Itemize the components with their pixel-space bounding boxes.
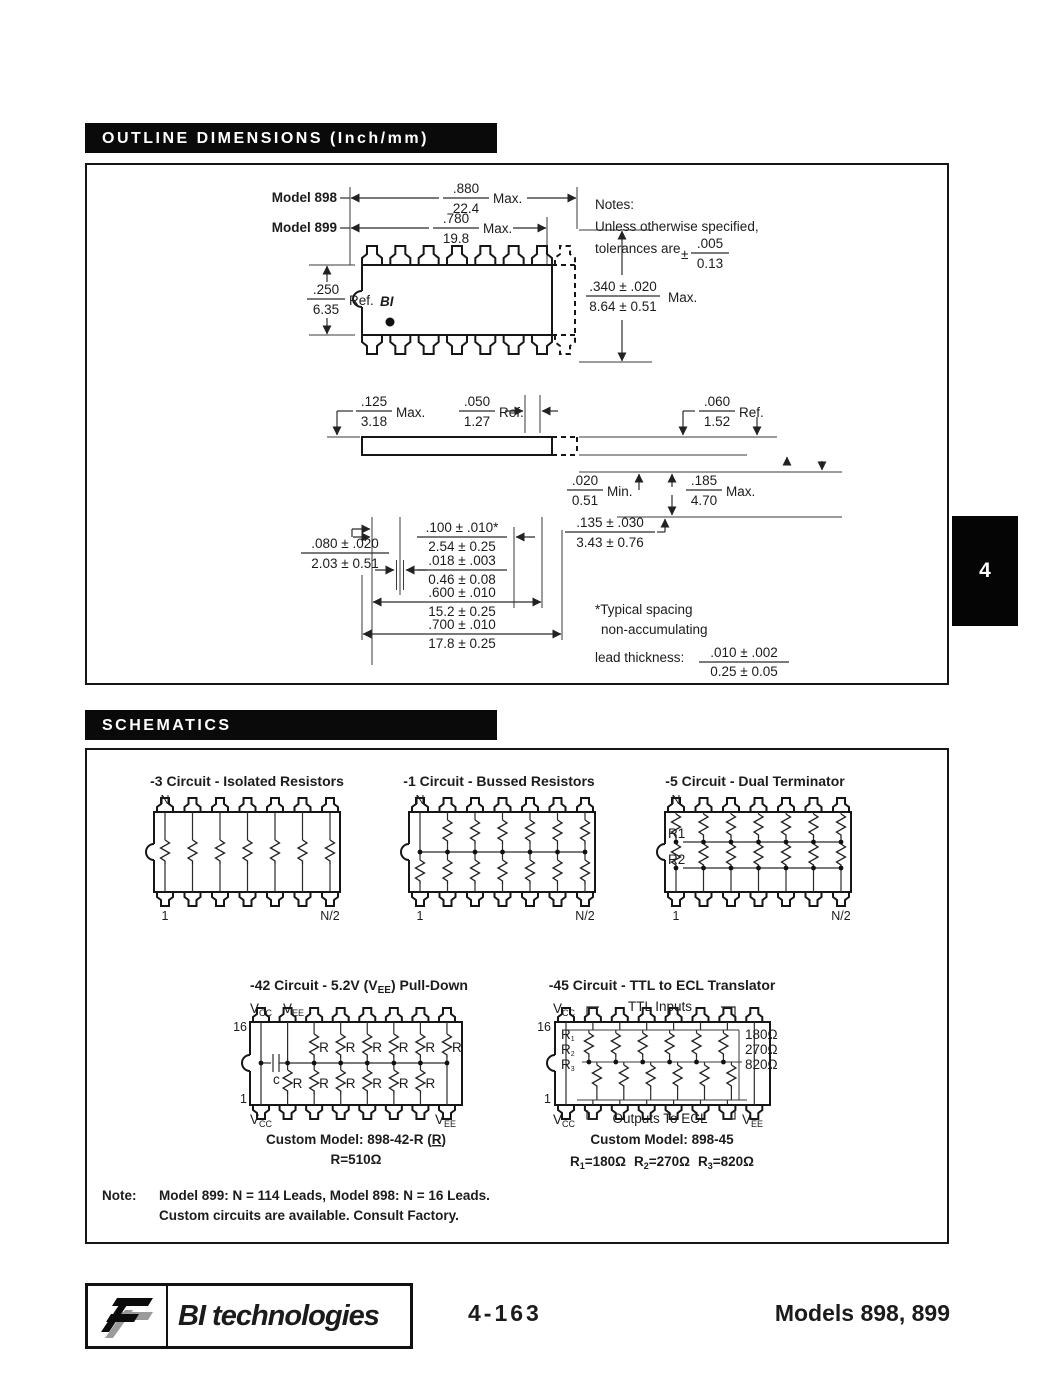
- dim-125-inch: .125: [360, 394, 388, 409]
- dim-185-inch: .185: [690, 473, 718, 488]
- c45-r-values: $R_1=180\Omega$ $R_2=270\Omega$ $R_3=820\Omega$: [570, 1154, 754, 1171]
- dim-018-mm: 0.46 ± 0.08: [428, 572, 496, 587]
- dim-185: [672, 473, 755, 515]
- resistor-label: R: [451, 1040, 462, 1055]
- c42-title-sub: EE: [377, 985, 391, 996]
- note-block: [102, 1188, 490, 1223]
- footer-models: Models 898, 899: [774, 1300, 950, 1326]
- c3-label-n2: N/2: [320, 909, 340, 923]
- c5-label-r1: R1: [668, 826, 686, 841]
- c42-pin16: 16: [233, 1020, 247, 1034]
- c1-schematic: [401, 793, 595, 923]
- chapter-tab: [952, 516, 1018, 626]
- c5-pins-bottom: [668, 892, 849, 906]
- c5-schematic: [657, 793, 851, 923]
- dim-135-inch: .135 ± .030: [576, 515, 644, 530]
- lead-thickness-inch: .010 ± .002: [710, 645, 778, 660]
- c42-vcc-bottom: $V_{CC}$: [250, 1112, 273, 1129]
- c42-title: [250, 977, 468, 996]
- c42-title-pre: -42 Circuit - 5.2V (V: [250, 977, 378, 993]
- c45-resistors-lower: [592, 1062, 736, 1100]
- dim-250-inch: .250: [312, 282, 340, 297]
- c3-pins-bottom: [157, 892, 338, 906]
- c45-value-270: 270Ω: [745, 1042, 778, 1057]
- dim-050-inch: .050: [463, 394, 491, 409]
- c45-resistors-upper: [584, 1030, 728, 1062]
- lead-thickness-label: lead thickness:: [595, 650, 685, 665]
- c45-value-820: 820Ω: [745, 1057, 778, 1072]
- dim-185-mm: 4.70: [690, 493, 718, 508]
- page-number: 4-163: [468, 1300, 542, 1326]
- resistor-label: R: [345, 1040, 356, 1055]
- c45-ttl-inputs-label: TTL Inputs: [627, 999, 693, 1014]
- footer-logo-box: [85, 1283, 413, 1349]
- c3-pins-top: [157, 798, 338, 812]
- c1-resistors-bottom: [416, 852, 590, 892]
- chip-logo: BI: [380, 294, 394, 309]
- c45-input-stubs: [593, 1022, 728, 1030]
- brand-name: BI technologies: [178, 1299, 379, 1332]
- typical-line2: non-accumulating: [601, 622, 708, 637]
- c45-vcc-top: $V_{CC}$: [553, 1001, 576, 1018]
- c5-label-n: N: [671, 793, 681, 807]
- c42-vcc-top: $V_{CC}$: [250, 1001, 273, 1018]
- package-dashed-extension: [552, 265, 575, 335]
- dim-100-inch: .100 ± .010*: [425, 520, 499, 535]
- dim-250: [307, 265, 374, 335]
- c3-label-1: 1: [161, 909, 169, 923]
- c1-pins-bottom: [412, 892, 593, 906]
- c1-pins-top: [412, 798, 593, 812]
- c1-resistors-top: [443, 812, 590, 852]
- c45-custom-model: Custom Model: 898-45: [590, 1132, 734, 1147]
- c45-label-r1: R1: [561, 1027, 575, 1043]
- c42-cap-label: c: [273, 1072, 280, 1087]
- note-line1: Model 899: N = 114 Leads, Model 898: N = 16 Leads.: [159, 1188, 490, 1203]
- dim-125-suffix: Max.: [396, 405, 426, 420]
- dim-020-suffix: Min.: [607, 484, 633, 499]
- dim-060-mm: 1.52: [703, 414, 731, 429]
- c42-vee-bottom: $V_{EE}$: [435, 1112, 457, 1129]
- c45-pin1: 1: [544, 1092, 551, 1106]
- dim-020-mm: 0.51: [571, 493, 599, 508]
- resistor-label: R: [398, 1076, 409, 1091]
- resistor-label: R: [345, 1076, 356, 1091]
- c42-custom-model: Custom Model: 898-42-R (R): [265, 1132, 447, 1147]
- dim-125: [327, 394, 425, 437]
- c1-title: -1 Circuit - Bussed Resistors: [403, 773, 595, 789]
- dim-135: [565, 515, 665, 550]
- resistor-label: R: [319, 1040, 329, 1055]
- notes-block: [595, 197, 759, 271]
- dim-340-suffix: Max.: [668, 290, 698, 305]
- resistor-label: R: [425, 1040, 436, 1055]
- dim-060-suffix: Ref.: [739, 405, 764, 420]
- dim-100-mm: 2.54 ± 0.25: [428, 539, 496, 554]
- lead-thickness-mm: 0.25 ± 0.05: [710, 664, 778, 679]
- note-label: Note:: [102, 1188, 137, 1203]
- dim-125-mm: 3.18: [360, 414, 388, 429]
- resistor-label: R: [425, 1076, 436, 1091]
- dim-060-inch: .060: [703, 394, 731, 409]
- c42-schematic: [233, 1001, 462, 1167]
- dim-700-mm: 17.8 ± 0.25: [428, 636, 496, 651]
- top-view-pins-down: [362, 335, 552, 354]
- c45-title: -45 Circuit - TTL to ECL Translator: [548, 977, 776, 993]
- c45-schematic: [537, 999, 778, 1171]
- dim-250-mm: 6.35: [312, 302, 340, 317]
- dim-020-inch: .020: [571, 473, 599, 488]
- c3-title: -3 Circuit - Isolated Resistors: [150, 773, 344, 789]
- schematics-header: SCHEMATICS: [85, 710, 497, 740]
- c42-pins-bottom: [253, 1105, 455, 1119]
- c45-pin16: 16: [537, 1020, 551, 1034]
- note-line2: Custom circuits are available. Consult Factory.: [159, 1208, 459, 1223]
- dim-018: [375, 553, 507, 587]
- resistor-label: R: [398, 1040, 409, 1055]
- top-view-pins-up: [362, 246, 552, 265]
- c5-label-n2: N/2: [831, 909, 851, 923]
- notes-title: Notes:: [595, 197, 635, 212]
- dim-050: [459, 394, 558, 433]
- c3-label-n: N: [160, 793, 170, 807]
- chapter-tab-number: 4: [979, 559, 991, 582]
- bi-logo-glyph: [88, 1286, 168, 1346]
- dim-340-inch: .340 ± .020: [589, 279, 657, 294]
- dim-880-suffix: Max.: [493, 191, 523, 206]
- dim-018-inch: .018 ± .003: [428, 553, 496, 568]
- resistor-label: R: [372, 1040, 382, 1055]
- schematics-drawing: [87, 750, 943, 1238]
- bi-logo-icon: [95, 1292, 159, 1340]
- pin1-dot: [386, 318, 395, 327]
- c5-pins-top: [668, 798, 849, 812]
- c42-title-post: ) Pull-Down: [390, 977, 468, 993]
- c45-vee-bottom: $V_{EE}$: [742, 1112, 764, 1129]
- c45-label-r3: R3: [561, 1057, 575, 1073]
- c45-outputs-label: Outputs To ECL: [612, 1111, 708, 1126]
- dim-100: [353, 520, 535, 554]
- dim-780-suffix: Max.: [483, 221, 513, 236]
- c1-label-n: N: [415, 793, 425, 807]
- dim-135-mm: 3.43 ± 0.76: [576, 535, 644, 550]
- c3-schematic: [146, 793, 340, 923]
- c42-pin1: 1: [240, 1092, 247, 1106]
- dim-600: [373, 585, 541, 619]
- c45-label-r2: R2: [561, 1042, 575, 1058]
- c5-title: -5 Circuit - Dual Terminator: [665, 773, 845, 789]
- model-898-label: Model 898: [271, 190, 337, 205]
- c1-label-n2: N/2: [575, 909, 595, 923]
- dim-060: [683, 394, 764, 435]
- typical-line1: *Typical spacing: [595, 602, 693, 617]
- dim-880-inch: .880: [452, 181, 480, 196]
- c45-value-180: 180Ω: [745, 1027, 778, 1042]
- dim-185-suffix: Max.: [726, 484, 756, 499]
- dim-020: [567, 473, 639, 508]
- resistor-label: R: [319, 1076, 329, 1091]
- package-side-view: [362, 437, 842, 517]
- model-899-label: Model 899: [271, 220, 337, 235]
- dim-250-suffix: Ref.: [349, 293, 374, 308]
- outline-dimensions-box: [85, 163, 949, 685]
- c45-vcc-bottom: $V_{CC}$: [553, 1112, 576, 1129]
- lead-thickness: [595, 645, 789, 679]
- dim-780-inch: .780: [442, 211, 470, 226]
- package-top-view: [353, 246, 575, 354]
- c1-label-1: 1: [416, 909, 424, 923]
- dim-080-inch: .080 ± .020: [311, 536, 379, 551]
- dim-880-mm: 22.4: [452, 201, 480, 216]
- dashed-pins: [555, 246, 575, 354]
- dim-050-suffix: Ref.: [499, 405, 524, 420]
- typical-spacing-note: [595, 602, 708, 637]
- dim-080-mm: 2.03 ± 0.51: [311, 556, 379, 571]
- dim-700-inch: .700 ± .010: [428, 617, 496, 632]
- notes-line1: Unless otherwise specified,: [595, 219, 759, 234]
- dim-600-inch: .600 ± .010: [428, 585, 496, 600]
- c5-label-1: 1: [672, 909, 680, 923]
- dim-050-mm: 1.27: [463, 414, 491, 429]
- dim-700: [363, 617, 561, 651]
- c42-vee-top: $V_{EE}$: [283, 1001, 305, 1018]
- tolerance-mm: 0.13: [696, 256, 724, 271]
- plus-minus: ±: [681, 247, 689, 262]
- dim-080: [301, 529, 389, 571]
- c5-r1-resistors: [672, 812, 846, 842]
- tolerance-inch: .005: [696, 236, 724, 251]
- resistor-label: R: [372, 1076, 383, 1091]
- c3-resistors: [161, 812, 335, 892]
- resistor-label: R: [292, 1076, 303, 1091]
- outline-dimensions-header: OUTLINE DIMENSIONS (Inch/mm): [85, 123, 497, 153]
- outline-dimensions-drawing: [87, 165, 943, 679]
- dim-780-mm: 19.8: [442, 231, 470, 246]
- notes-line2: tolerances are: [595, 241, 681, 256]
- c5-label-r2: R2: [668, 852, 686, 867]
- schematics-box: [85, 748, 949, 1244]
- dim-lines-top: [340, 187, 577, 265]
- c42-r-value: R=510Ω: [330, 1152, 382, 1167]
- dim-600-mm: 15.2 ± 0.25: [428, 604, 496, 619]
- dim-340-mm: 8.64 ± 0.51: [589, 299, 657, 314]
